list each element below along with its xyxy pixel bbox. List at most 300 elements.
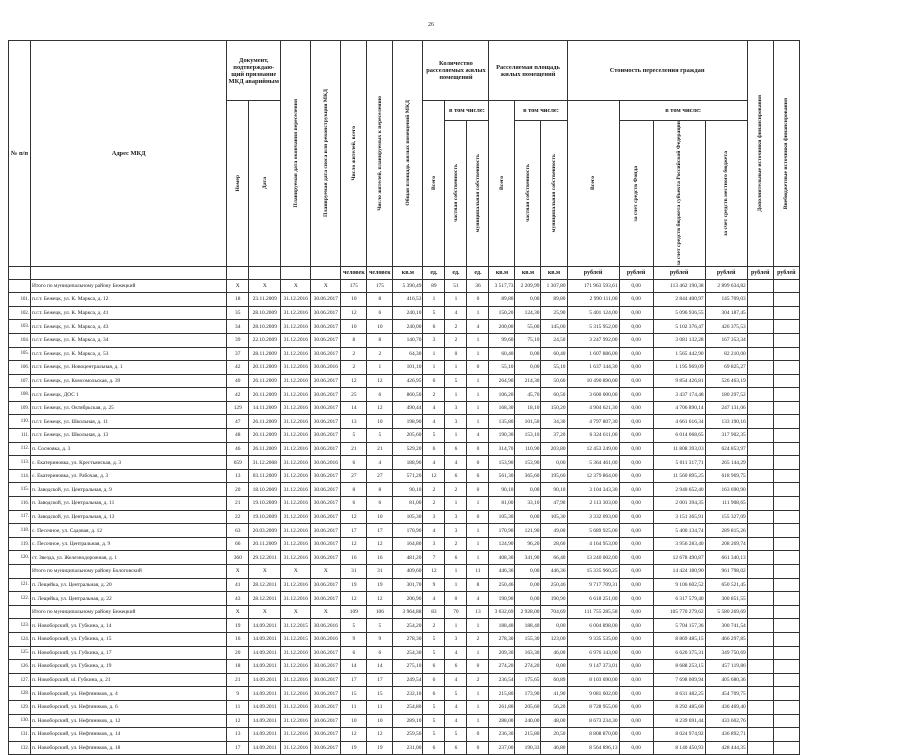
cell-date: 26.11.2009 — [249, 442, 281, 456]
cell-doc: X — [227, 565, 249, 579]
cell-arm: 203,80 — [541, 442, 567, 456]
cell-ar: 60,40 — [489, 347, 515, 361]
cell-res: 12 — [341, 510, 367, 524]
cell-demo: 30.06.2017 — [311, 687, 341, 701]
cell-date: 20.11.2009 — [249, 429, 281, 443]
cell-n: 131. — [9, 728, 31, 742]
cell-resp: 6 — [367, 497, 393, 511]
cell-subj: 9 854 426,81 — [653, 374, 705, 388]
table-row — [9, 619, 800, 633]
cell-demo: 30.06.2017 — [311, 347, 341, 361]
table-row — [9, 537, 800, 551]
cell-res: 5 — [341, 619, 367, 633]
cell-fund: 0,00 — [619, 660, 653, 674]
cell-arp: 214,30 — [515, 374, 541, 388]
cell-cm: 1 — [467, 347, 489, 361]
cell-area: 254,80 — [393, 700, 423, 714]
cell-eb — [773, 619, 799, 633]
cell-area: 3 964,88 — [393, 605, 423, 619]
cell-cnt: 1 — [423, 293, 445, 307]
cell-fund: 0,00 — [619, 632, 653, 646]
cell-arp: 155,30 — [515, 632, 541, 646]
cell-end: 31.12.2016 — [281, 347, 311, 361]
cell-cm: 13 — [467, 605, 489, 619]
cell-cm: 4 — [467, 320, 489, 334]
cell-n: 115. — [9, 483, 31, 497]
cell-date: 31.12.2008 — [249, 456, 281, 470]
cell-cm: 0 — [467, 741, 489, 755]
cell-cost: 6 004 898,00 — [567, 619, 619, 633]
cell-ex — [747, 578, 773, 592]
cell-subj: 3 437 174,48 — [653, 388, 705, 402]
cell-cnt: 9 — [423, 578, 445, 592]
unit-cell: рублей — [773, 266, 799, 279]
col-document-header: Документ, подтверждаю-щий признание МКД аварийным — [227, 41, 281, 101]
cell-cnt: 5 — [423, 714, 445, 728]
cell-resp: 10 — [367, 714, 393, 728]
cell-eb — [773, 605, 799, 619]
cell-date: 19.10.2009 — [249, 497, 281, 511]
cell-demo: 30.06.2017 — [311, 415, 341, 429]
table-row — [9, 401, 800, 415]
cell-cost: 15 335 960,25 — [567, 565, 619, 579]
col-cost-including-header: в том числе: — [619, 101, 747, 121]
unit-cell: ед. — [467, 266, 489, 279]
cell-loc: 180 297,52 — [705, 388, 747, 402]
cell-resp: 9 — [367, 632, 393, 646]
table-row — [9, 741, 800, 755]
cell-resp: 17 — [367, 673, 393, 687]
cell-end: 31.12.2016 — [281, 497, 311, 511]
cell-cnt: 4 — [423, 524, 445, 538]
cell-area: 571,20 — [393, 469, 423, 483]
cell-fund: 0,00 — [619, 619, 653, 633]
cell-ar: 200,00 — [489, 320, 515, 334]
cell-resp: 12 — [367, 592, 393, 606]
cell-doc: 42 — [227, 388, 249, 402]
cell-end: 31.12.2016 — [281, 551, 311, 565]
cell-end: 31.12.2015 — [281, 632, 311, 646]
cell-cnt: 5 — [423, 429, 445, 443]
cell-ar: 81,00 — [489, 497, 515, 511]
cell-res: 11 — [341, 700, 367, 714]
cell-n: 111. — [9, 429, 31, 443]
cell-eb — [773, 660, 799, 674]
cell-arm: 20,50 — [541, 728, 567, 742]
table-row — [9, 442, 800, 456]
table-row — [9, 320, 800, 334]
cell-doc: 21 — [227, 673, 249, 687]
cell-eb — [773, 483, 799, 497]
cell-demo: 30.06.2017 — [311, 660, 341, 674]
cell-res: 12 — [341, 537, 367, 551]
cell-addr: п.г.т. Бежецк, ул. Комсомольская, д. 39 — [31, 374, 227, 388]
cell-cost: 4 904 621,30 — [567, 401, 619, 415]
cell-ar: 105,30 — [489, 510, 515, 524]
cell-res: 27 — [341, 469, 367, 483]
cell-subj: 8 024 974,92 — [653, 728, 705, 742]
cell-fund: 0,00 — [619, 592, 653, 606]
cell-ex — [747, 483, 773, 497]
cell-end: 31.12.2016 — [281, 293, 311, 307]
cell-doc: 13 — [227, 469, 249, 483]
cell-cnt: 12 — [423, 565, 445, 579]
resettlement-table — [8, 40, 800, 755]
cell-cost: 8 564 896,13 — [567, 741, 619, 755]
cell-cnt: 2 — [423, 483, 445, 497]
cell-arm: 145,00 — [541, 320, 567, 334]
cell-loc: 289 815,26 — [705, 524, 747, 538]
summary-row — [9, 565, 800, 579]
unit-cell: кв.м — [393, 266, 423, 279]
cell-ar: 250,46 — [489, 578, 515, 592]
cell-addr: с. Екатериновка, ул. Крестьянская, д. 3 — [31, 456, 227, 470]
cell-addr: п. Сосновка, д. 3 — [31, 442, 227, 456]
cell-cp: 2 — [445, 483, 467, 497]
cell-res: 6 — [341, 646, 367, 660]
cell-date: 14.09.2011 — [249, 700, 281, 714]
cell-date: 14.11.2009 — [249, 401, 281, 415]
table-row — [9, 524, 800, 538]
cell-fund: 0,00 — [619, 537, 653, 551]
cell-fund: 0,00 — [619, 687, 653, 701]
cell-fund: 0,00 — [619, 565, 653, 579]
cell-end: 31.12.2016 — [281, 374, 311, 388]
cell-loc: 69 825,27 — [705, 361, 747, 375]
cell-subj: 3 956 283,40 — [653, 537, 705, 551]
cell-fund: 0,00 — [619, 456, 653, 470]
cell-date: 28.12.2011 — [249, 592, 281, 606]
cell-loc: 2 899 634,82 — [705, 279, 747, 293]
cell-resp: 10 — [367, 510, 393, 524]
cell-cp: 3 — [445, 632, 467, 646]
cell-res: 6 — [341, 456, 367, 470]
cell-ex — [747, 374, 773, 388]
cell-eb — [773, 401, 799, 415]
cell-end: 31.12.2016 — [281, 741, 311, 755]
cell-res: 2 — [341, 347, 367, 361]
cell-date: 03.11.2009 — [249, 469, 281, 483]
cell-n: 102. — [9, 306, 31, 320]
cell-loc: 111 908,65 — [705, 497, 747, 511]
cell-subj: 5 704 157,36 — [653, 619, 705, 633]
page-number: 26 — [428, 22, 434, 28]
cell-eb — [773, 687, 799, 701]
summary-row — [9, 605, 800, 619]
cell-ex — [747, 632, 773, 646]
cell-arm: 190,90 — [541, 592, 567, 606]
cell-ar: 124,90 — [489, 537, 515, 551]
cell-subj: 8 292 485,60 — [653, 700, 705, 714]
cell-arm: 150,20 — [541, 401, 567, 415]
cell-resp: 27 — [367, 469, 393, 483]
cell-end: 31.12.2016 — [281, 687, 311, 701]
cell-doc: 659 — [227, 456, 249, 470]
cell-addr: п. Новоборский, ул. Губкина, д. 17 — [31, 646, 227, 660]
cell-ex — [747, 456, 773, 470]
cell-arm: 47,90 — [541, 497, 567, 511]
cell-date: 20.11.2009 — [249, 388, 281, 402]
cell-arp: 173,90 — [515, 687, 541, 701]
cell-cp: 6 — [445, 741, 467, 755]
cell-cp: 1 — [445, 388, 467, 402]
cell-cp: 1 — [445, 497, 467, 511]
cell-ex — [747, 687, 773, 701]
cell-date: X — [249, 565, 281, 579]
cell-cm: 1 — [467, 551, 489, 565]
cell-end: 31.12.2016 — [281, 320, 311, 334]
cell-eb — [773, 728, 799, 742]
cell-loc: 466 297,85 — [705, 632, 747, 646]
cell-fund: 0,00 — [619, 551, 653, 565]
cell-loc: 247 131,06 — [705, 401, 747, 415]
cell-ar: 237,00 — [489, 741, 515, 755]
cell-arp: 175,65 — [515, 673, 541, 687]
cell-end: 31.12.2016 — [281, 333, 311, 347]
cell-fund: 0,00 — [619, 714, 653, 728]
cell-area: 275,10 — [393, 660, 423, 674]
cell-subj: 1 565 442,90 — [653, 347, 705, 361]
cell-ar: 209,30 — [489, 646, 515, 660]
cell-resp: 10 — [367, 415, 393, 429]
cell-date: 20.11.2009 — [249, 537, 281, 551]
cell-addr: п.г.т. Бежецк, ул. К. Маркса, д. 41 — [31, 306, 227, 320]
cell-fund: 0,00 — [619, 347, 653, 361]
cell-demo: 30.06.2017 — [311, 537, 341, 551]
cell-n: 112. — [9, 442, 31, 456]
table-row — [9, 374, 800, 388]
cell-cp: 5 — [445, 687, 467, 701]
cell-n: 120. — [9, 551, 31, 565]
cell-demo: 30.06.2017 — [311, 510, 341, 524]
cell-cost: 1 607 886,00 — [567, 347, 619, 361]
cell-subj: 5 102 376,47 — [653, 320, 705, 334]
cell-end: 31.12.2016 — [281, 401, 311, 415]
cell-ex — [747, 592, 773, 606]
cell-arm: 46,00 — [541, 646, 567, 660]
cell-subj: 9 106 602,52 — [653, 578, 705, 592]
cell-ar: 446,36 — [489, 565, 515, 579]
cell-loc: 618 969,75 — [705, 469, 747, 483]
cell-res: 10 — [341, 293, 367, 307]
cell-ex — [747, 673, 773, 687]
cell-demo: 30.06.2017 — [311, 578, 341, 592]
cell-arp: 0,00 — [515, 565, 541, 579]
table-row — [9, 700, 800, 714]
cell-cost: 12 453 249,00 — [567, 442, 619, 456]
cell-res: 15 — [341, 687, 367, 701]
cell-cm: 0 — [467, 442, 489, 456]
cell-cost: 10 490 890,00 — [567, 374, 619, 388]
cell-n: 130. — [9, 714, 31, 728]
cell-subj: 12 678 490,87 — [653, 551, 705, 565]
cell-cost: 3 332 093,00 — [567, 510, 619, 524]
cell-resp: 4 — [367, 456, 393, 470]
col-extrabudget-header: Внебюджетные источники финансирования — [773, 41, 799, 267]
cell-doc: 37 — [227, 347, 249, 361]
cell-date: 20.11.2009 — [249, 361, 281, 375]
cell-demo: 30.06.2016 — [311, 456, 341, 470]
cell-subj: 2 001 394,35 — [653, 497, 705, 511]
cell-cp: 4 — [445, 456, 467, 470]
unit-cell: рублей — [705, 266, 747, 279]
table-row — [9, 646, 800, 660]
cell-area: 240,10 — [393, 306, 423, 320]
cell-resp: 10 — [367, 320, 393, 334]
cell-addr: п. Новоборский, ул. Губкина, д. 19 — [31, 660, 227, 674]
cell-doc: 21 — [227, 497, 249, 511]
cell-date: X — [249, 279, 281, 293]
cell-cm: 1 — [467, 374, 489, 388]
unit-cell: ед. — [445, 266, 467, 279]
unit-cell: ед. — [423, 266, 445, 279]
cell-n: 109. — [9, 401, 31, 415]
cell-eb — [773, 537, 799, 551]
table-row — [9, 578, 800, 592]
table-row — [9, 347, 800, 361]
cell-cnt: 6 — [423, 320, 445, 334]
cell-demo: 30.06.2017 — [311, 646, 341, 660]
cell-doc: 63 — [227, 524, 249, 538]
cell-resp: 12 — [367, 537, 393, 551]
cell-arp: 0,00 — [515, 510, 541, 524]
cell-demo: 30.06.2017 — [311, 401, 341, 415]
cell-demo: 30.06.2017 — [311, 429, 341, 443]
cell-doc: 42 — [227, 361, 249, 375]
cell-fund: 0,00 — [619, 333, 653, 347]
cell-n: 114. — [9, 469, 31, 483]
cell-doc: X — [227, 279, 249, 293]
cell-cnt: 3 — [423, 333, 445, 347]
cell-eb — [773, 714, 799, 728]
cell-ex — [747, 388, 773, 402]
col-local-budget-header: за счет средств местного бюджета — [705, 121, 747, 267]
cell-arp: 0,00 — [515, 293, 541, 307]
cell-end: 31.12.2016 — [281, 483, 311, 497]
cell-demo: 30.06.2017 — [311, 388, 341, 402]
table-row — [9, 632, 800, 646]
cell-doc: 129 — [227, 401, 249, 415]
cell-cost: 4 164 953,00 — [567, 537, 619, 551]
col-residents-planned-header: Число жителей, планируемых к переселению — [367, 41, 393, 267]
cell-ex — [747, 537, 773, 551]
cell-fund: 0,00 — [619, 361, 653, 375]
cell-doc: 16 — [227, 632, 249, 646]
cell-resp: 14 — [367, 660, 393, 674]
cell-loc: 405 680,36 — [705, 673, 747, 687]
cell-resp: 6 — [367, 306, 393, 320]
cell-addr: п. Новоборский, ул. Нефтяников, д. 4 — [31, 687, 227, 701]
cell-arp: 190,33 — [515, 741, 541, 755]
cell-fund: 0,00 — [619, 306, 653, 320]
cell-fund: 0,00 — [619, 442, 653, 456]
table-row — [9, 483, 800, 497]
cell-doc: 48 — [227, 429, 249, 443]
cell-ex — [747, 306, 773, 320]
cell-resp: 175 — [367, 279, 393, 293]
cell-ar: 236,54 — [489, 673, 515, 687]
cell-fund: 0,00 — [619, 429, 653, 443]
cell-ar: 135,80 — [489, 415, 515, 429]
cell-doc: 20 — [227, 483, 249, 497]
cell-end: X — [281, 279, 311, 293]
cell-date: 14.09.2011 — [249, 646, 281, 660]
cell-subj: 14 424 180,90 — [653, 565, 705, 579]
cell-cp: 1 — [445, 619, 467, 633]
table-row — [9, 415, 800, 429]
cell-cost: 8 103 690,00 — [567, 673, 619, 687]
cell-demo: 30.06.2017 — [311, 306, 341, 320]
cell-eb — [773, 347, 799, 361]
cell-loc: 304 187,45 — [705, 306, 747, 320]
cell-arp: 365,60 — [515, 469, 541, 483]
cell-arm: 28,60 — [541, 537, 567, 551]
cell-date: 14.09.2011 — [249, 619, 281, 633]
cell-res: 17 — [341, 673, 367, 687]
cell-eb — [773, 646, 799, 660]
col-planned-end-header: Планируемая дата окончания переселения — [281, 41, 311, 267]
cell-cnt: 6 — [423, 374, 445, 388]
cell-arm: 446,36 — [541, 565, 567, 579]
cell-cm: 0 — [467, 456, 489, 470]
cell-loc: 145 709,03 — [705, 293, 747, 307]
table-row — [9, 714, 800, 728]
cell-ex — [747, 293, 773, 307]
cell-ar: 3 517,73 — [489, 279, 515, 293]
cell-cp: 5 — [445, 728, 467, 742]
unit-cell: человек — [367, 266, 393, 279]
cell-ar: 170,90 — [489, 524, 515, 538]
cell-res: 2 — [341, 361, 367, 375]
cell-cnt: 2 — [423, 497, 445, 511]
cell-loc: 300 741,54 — [705, 619, 747, 633]
cell-ar: 188,40 — [489, 619, 515, 633]
cell-fund: 0,00 — [619, 279, 653, 293]
cell-arm: 60,40 — [541, 347, 567, 361]
cell-end: 31.12.2016 — [281, 728, 311, 742]
col-area-private-header: частная собственность — [515, 121, 541, 267]
cell-demo: 30.06.2016 — [311, 619, 341, 633]
cell-date: 28.10.2009 — [249, 306, 281, 320]
cell-addr: п.г.т. Бежецк, ул. Октябрьская, д. 25 — [31, 401, 227, 415]
cell-arm: 56,20 — [541, 700, 567, 714]
cell-arm: 49,00 — [541, 524, 567, 538]
cell-eb — [773, 429, 799, 443]
cell-ex — [747, 605, 773, 619]
cell-arp: 205,60 — [515, 700, 541, 714]
cell-date: 19.10.2009 — [249, 510, 281, 524]
cell-addr: п.г.т. Бежецк, ул. Школьная, д. 13 — [31, 429, 227, 443]
col-area-group-header: Расселяемая площадь жилых помещений — [489, 41, 567, 101]
cell-ar: 314,70 — [489, 442, 515, 456]
cell-doc: 43 — [227, 592, 249, 606]
cell-fund: 0,00 — [619, 700, 653, 714]
col-extra-sources-header: Дополнительные источники финансирования — [747, 41, 773, 267]
cell-end: 31.12.2016 — [281, 442, 311, 456]
cell-cm: 2 — [467, 673, 489, 687]
cell-cnt: 6 — [423, 687, 445, 701]
cell-cp: 1 — [445, 578, 467, 592]
cell-cp: 5 — [445, 374, 467, 388]
cell-subj: 8 631 482,25 — [653, 687, 705, 701]
cell-ar: 89,80 — [489, 293, 515, 307]
cell-cp: 4 — [445, 673, 467, 687]
cell-fund: 0,00 — [619, 401, 653, 415]
cell-cp: 2 — [445, 333, 467, 347]
cell-loc: 426 375,53 — [705, 320, 747, 334]
cell-arp: 153,90 — [515, 456, 541, 470]
cell-date: 23.11.2009 — [249, 293, 281, 307]
